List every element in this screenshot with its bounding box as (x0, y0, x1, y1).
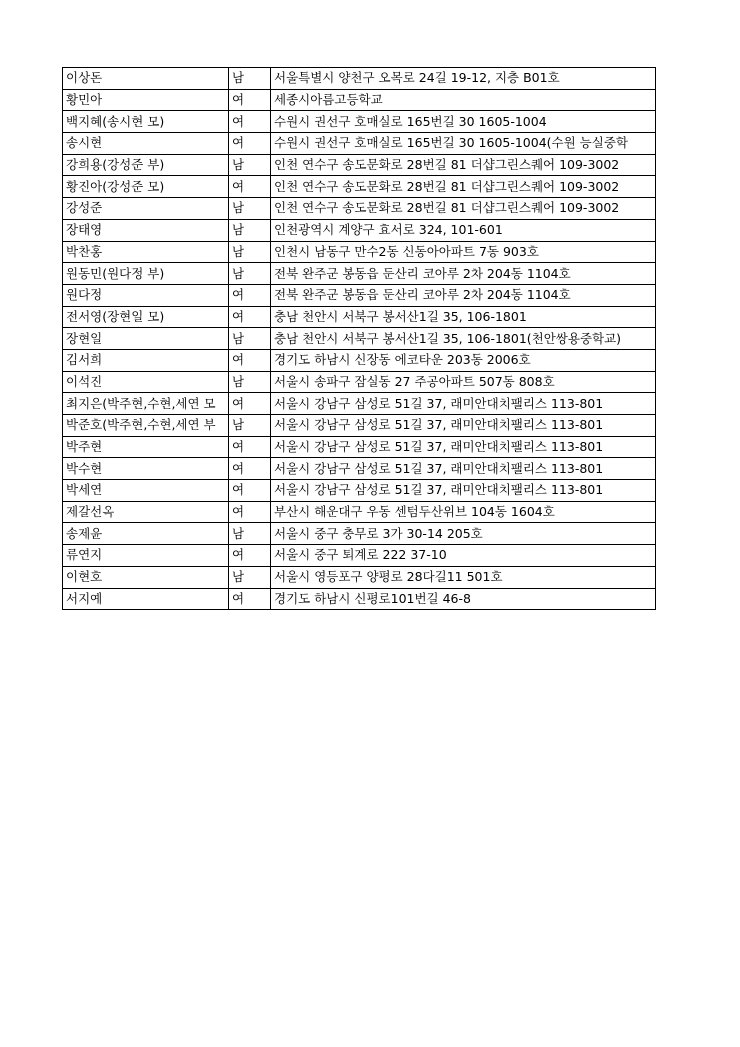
table-row (63, 566, 656, 588)
name-cell: 강성준 (63, 198, 229, 220)
table-row (63, 349, 656, 371)
sex-cell: 남 (229, 415, 271, 437)
table-row (63, 111, 656, 133)
sex-cell: 여 (229, 284, 271, 306)
address-cell: 경기도 하남시 신평로101번길 46-8 (271, 588, 656, 610)
address-cell: 서울시 송파구 잠실동 27 주공아파트 507동 808호 (271, 371, 656, 393)
address-cell: 서울특별시 양천구 오목로 24길 19-12, 지층 B01호 (271, 68, 656, 90)
sex-cell: 남 (229, 68, 271, 90)
address-cell: 서울시 강남구 삼성로 51길 37, 래미안대치팰리스 113-801 (271, 480, 656, 502)
name-cell: 서지예 (63, 588, 229, 610)
sex-cell: 남 (229, 241, 271, 263)
table-row (63, 154, 656, 176)
address-cell: 전북 완주군 봉동읍 둔산리 코아루 2차 204동 1104호 (271, 263, 656, 285)
name-cell: 이상돈 (63, 68, 229, 90)
table-row (63, 263, 656, 285)
address-cell: 서울시 강남구 삼성로 51길 37, 래미안대치팰리스 113-801 (271, 436, 656, 458)
table-row (63, 545, 656, 567)
address-cell: 서울시 강남구 삼성로 51길 37, 래미안대치팰리스 113-801 (271, 458, 656, 480)
name-cell: 이석진 (63, 371, 229, 393)
table-row (63, 480, 656, 502)
name-cell: 박주현 (63, 436, 229, 458)
name-cell: 장현일 (63, 328, 229, 350)
sex-cell: 남 (229, 371, 271, 393)
table-row (63, 133, 656, 155)
name-cell: 강희용(강성준 부) (63, 154, 229, 176)
sex-cell: 남 (229, 263, 271, 285)
address-cell: 인천시 남동구 만수2동 신동아아파트 7동 903호 (271, 241, 656, 263)
table-row (63, 198, 656, 220)
address-cell: 경기도 하남시 신장동 에코타운 203동 2006호 (271, 349, 656, 371)
name-cell: 황민아 (63, 89, 229, 111)
name-cell: 최지은(박주현,수현,세연 모 (63, 393, 229, 415)
address-cell: 인천광역시 계양구 효서로 324, 101-601 (271, 219, 656, 241)
address-cell: 수원시 권선구 호매실로 165번길 30 1605-1004(수원 능실중학 (271, 133, 656, 155)
table-row (63, 176, 656, 198)
name-cell: 김서희 (63, 349, 229, 371)
name-cell: 장태영 (63, 219, 229, 241)
sex-cell: 남 (229, 566, 271, 588)
table-row (63, 89, 656, 111)
table-row (63, 68, 656, 90)
sex-cell: 여 (229, 458, 271, 480)
name-cell: 전서영(장현일 모) (63, 306, 229, 328)
sex-cell: 여 (229, 133, 271, 155)
name-cell: 이현호 (63, 566, 229, 588)
table-row (63, 436, 656, 458)
sex-cell: 여 (229, 306, 271, 328)
sex-cell: 여 (229, 176, 271, 198)
sex-cell: 남 (229, 219, 271, 241)
sex-cell: 여 (229, 501, 271, 523)
address-cell: 서울시 중구 퇴계로 222 37-10 (271, 545, 656, 567)
table-row (63, 523, 656, 545)
address-cell: 서울시 강남구 삼성로 51길 37, 래미안대치팰리스 113-801 (271, 393, 656, 415)
name-cell: 박준호(박주현,수현,세연 부 (63, 415, 229, 437)
sex-cell: 여 (229, 393, 271, 415)
name-cell: 류연지 (63, 545, 229, 567)
table-row (63, 393, 656, 415)
address-cell: 서울시 중구 충무로 3가 30-14 205호 (271, 523, 656, 545)
sex-cell: 여 (229, 111, 271, 133)
address-cell: 서울시 영등포구 양평로 28다길11 501호 (271, 566, 656, 588)
name-cell: 박세연 (63, 480, 229, 502)
name-cell: 백지혜(송시현 모) (63, 111, 229, 133)
sex-cell: 남 (229, 198, 271, 220)
name-cell: 원동민(원다정 부) (63, 263, 229, 285)
table-row (63, 588, 656, 610)
address-cell: 부산시 해운대구 우동 센텀두산위브 104동 1604호 (271, 501, 656, 523)
table-row (63, 371, 656, 393)
sex-cell: 여 (229, 436, 271, 458)
table-row (63, 415, 656, 437)
address-cell: 충남 천안시 서북구 봉서산1길 35, 106-1801 (271, 306, 656, 328)
table-row (63, 241, 656, 263)
name-cell: 제갈선옥 (63, 501, 229, 523)
name-cell: 송시현 (63, 133, 229, 155)
name-cell: 원다정 (63, 284, 229, 306)
name-cell: 황진아(강성준 모) (63, 176, 229, 198)
name-cell: 송제윤 (63, 523, 229, 545)
table-row (63, 284, 656, 306)
table-row (63, 306, 656, 328)
table-row (63, 458, 656, 480)
sex-cell: 여 (229, 545, 271, 567)
sex-cell: 남 (229, 328, 271, 350)
table-row (63, 501, 656, 523)
name-cell: 박찬홍 (63, 241, 229, 263)
address-cell: 인천 연수구 송도문화로 28번길 81 더샵그린스퀘어 109-3002 (271, 176, 656, 198)
address-cell: 서울시 강남구 삼성로 51길 37, 래미안대치팰리스 113-801 (271, 415, 656, 437)
address-table-body (63, 68, 656, 610)
table-row (63, 328, 656, 350)
sex-cell: 남 (229, 523, 271, 545)
table-row (63, 219, 656, 241)
address-table (62, 67, 656, 610)
sex-cell: 여 (229, 588, 271, 610)
sex-cell: 남 (229, 154, 271, 176)
address-cell: 인천 연수구 송도문화로 28번길 81 더샵그린스퀘어 109-3002 (271, 198, 656, 220)
sex-cell: 여 (229, 89, 271, 111)
address-cell: 수원시 권선구 호매실로 165번길 30 1605-1004 (271, 111, 656, 133)
name-cell: 박수현 (63, 458, 229, 480)
address-cell: 세종시아름고등학교 (271, 89, 656, 111)
sex-cell: 여 (229, 349, 271, 371)
address-cell: 충남 천안시 서북구 봉서산1길 35, 106-1801(천안쌍용중학교) (271, 328, 656, 350)
address-cell: 인천 연수구 송도문화로 28번길 81 더샵그린스퀘어 109-3002 (271, 154, 656, 176)
address-cell: 전북 완주군 봉동읍 둔산리 코아루 2차 204동 1104호 (271, 284, 656, 306)
sex-cell: 여 (229, 480, 271, 502)
